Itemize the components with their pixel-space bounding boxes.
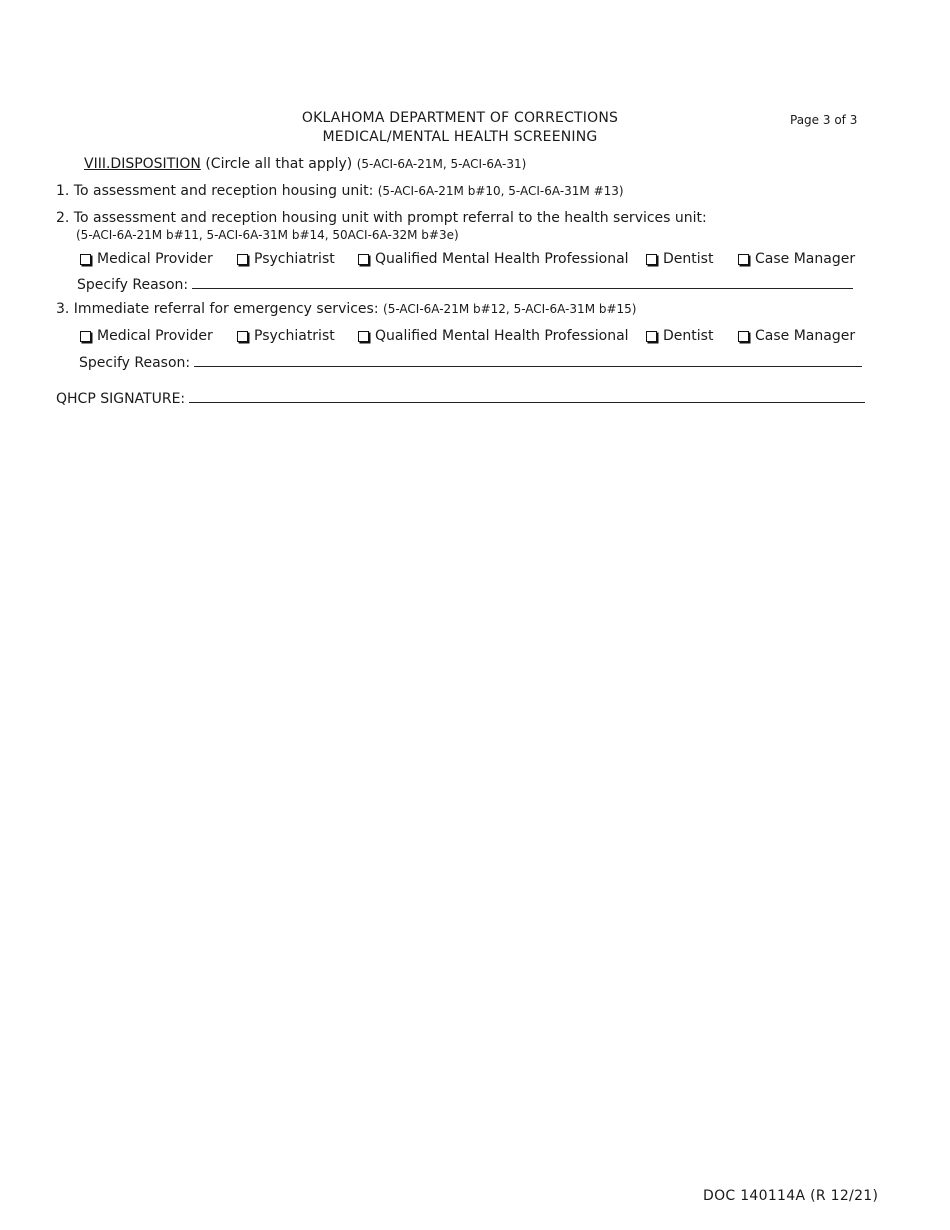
section-title: VIII.DISPOSITION — [84, 156, 201, 172]
checkbox-icon[interactable] — [358, 331, 369, 342]
specify-reason-line[interactable] — [192, 276, 853, 289]
option-2-text: 2. To assessment and reception housing unit with prompt referral to the health services unit: — [56, 210, 707, 226]
checkbox-qmhp-2[interactable] — [358, 251, 629, 267]
checkbox-label: Case Manager — [755, 251, 856, 267]
checkbox-psychiatrist-2[interactable] — [237, 251, 335, 267]
checkbox-label: Medical Provider — [97, 251, 213, 267]
option-3-text: 3. Immediate referral for emergency services: — [56, 301, 379, 317]
form-code: DOC 140114A (R 12/21) — [703, 1188, 879, 1204]
checkbox-icon[interactable] — [80, 254, 91, 265]
checkbox-medical-provider-3[interactable] — [80, 328, 213, 344]
checkbox-qmhp-3[interactable] — [358, 328, 629, 344]
section-heading — [84, 156, 526, 172]
signature-label: QHCP SIGNATURE: — [56, 391, 186, 407]
checkbox-label: Dentist — [663, 251, 714, 267]
option-1-references: (5-ACI-6A-21M b#10, 5-ACI-6A-31M #13) — [377, 184, 624, 198]
checkbox-case-manager-2[interactable] — [738, 251, 855, 267]
checkbox-icon[interactable] — [738, 331, 749, 342]
checkbox-label: Dentist — [663, 328, 714, 344]
specify-reason-label: Specify Reason: — [77, 277, 189, 293]
checkbox-label: Psychiatrist — [254, 251, 335, 267]
option-1-text: 1. To assessment and reception housing unit: — [56, 183, 374, 199]
checkbox-icon[interactable] — [646, 331, 657, 342]
page-number: Page 3 of 3 — [790, 113, 858, 127]
disposition-option-2[interactable] — [56, 210, 707, 226]
checkbox-label: Case Manager — [755, 328, 856, 344]
option-2-references: (5-ACI-6A-21M b#11, 5-ACI-6A-31M b#14, 50ACI-6A-32M b#3e) — [76, 228, 459, 242]
specify-reason-line[interactable] — [194, 354, 862, 367]
checkbox-icon[interactable] — [738, 254, 749, 265]
disposition-option-3[interactable] — [56, 301, 636, 317]
checkbox-psychiatrist-3[interactable] — [237, 328, 335, 344]
disposition-option-1[interactable] — [56, 183, 624, 199]
checkbox-icon[interactable] — [646, 254, 657, 265]
section-references: (5-ACI-6A-21M, 5-ACI-6A-31) — [356, 157, 527, 171]
checkbox-medical-provider-2[interactable] — [80, 251, 213, 267]
checkbox-label: Qualified Mental Health Professional — [375, 328, 629, 344]
checkbox-icon[interactable] — [80, 331, 91, 342]
checkbox-label: Qualified Mental Health Professional — [375, 251, 629, 267]
checkbox-label: Medical Provider — [97, 328, 213, 344]
checkbox-dentist-3[interactable] — [646, 328, 713, 344]
checkbox-icon[interactable] — [237, 254, 248, 265]
checkbox-label: Psychiatrist — [254, 328, 335, 344]
agency-title: OKLAHOMA DEPARTMENT OF CORRECTIONS — [301, 110, 619, 126]
specify-reason-label: Specify Reason: — [79, 355, 191, 371]
specify-reason-field-3[interactable] — [79, 354, 862, 371]
qhcp-signature-field[interactable] — [56, 390, 865, 407]
section-instruction: (Circle all that apply) — [205, 156, 353, 172]
option-3-references: (5-ACI-6A-21M b#12, 5-ACI-6A-31M b#15) — [383, 302, 637, 316]
signature-line[interactable] — [189, 390, 865, 403]
checkbox-dentist-2[interactable] — [646, 251, 713, 267]
checkbox-icon[interactable] — [358, 254, 369, 265]
checkbox-icon[interactable] — [237, 331, 248, 342]
specify-reason-field-2[interactable] — [77, 276, 853, 293]
checkbox-case-manager-3[interactable] — [738, 328, 855, 344]
form-title: MEDICAL/MENTAL HEALTH SCREENING — [322, 129, 598, 145]
